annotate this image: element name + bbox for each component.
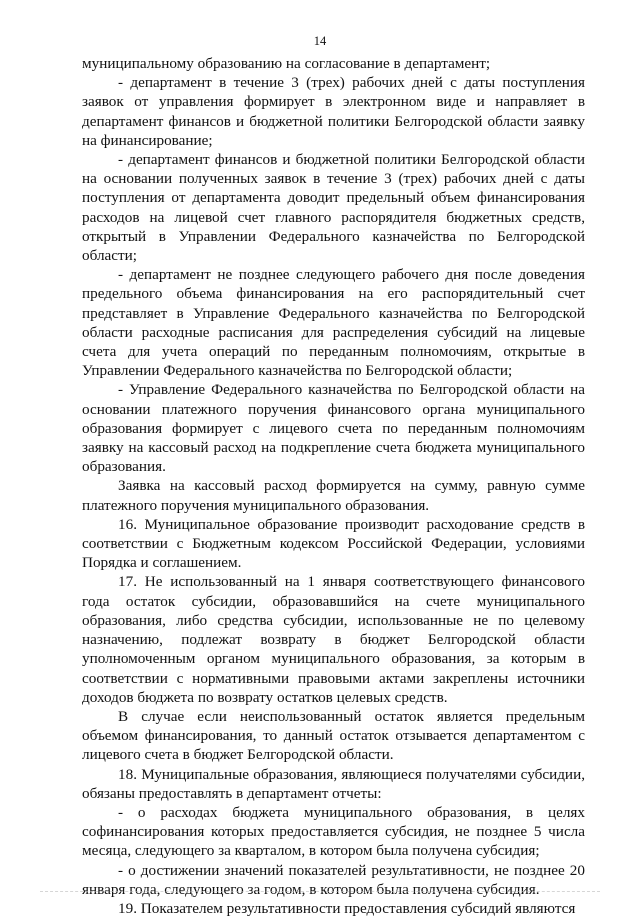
paragraph: 16. Муниципальное образование производит расходование средств в соответствии с Бюджетным кодексом Российской Федерации, условиями Порядка и соглашением.: [82, 515, 585, 572]
paragraph: - департамент не позднее следующего рабочего дня после доведения предельного объема финансирования на его распорядительный счет представляет в Управление Федерального казначейства по Белгородской области расходные расписания для распределения субсидий на лицевые счета для учета операций по переданным полномочиям, открытые в Управлении Федерального казначейства по Белгородской области;: [82, 266, 585, 380]
paragraph: - о расходах бюджета муниципального образования, в целях софинансирования которых предоставляется субсидия, не позднее 5 числа месяца, следующего за кварталом, в котором была получена субсидия;: [82, 803, 585, 860]
scan-edge-line: [40, 891, 600, 893]
paragraph: - департамент финансов и бюджетной политики Белгородской области на основании полученных заявок в течение 3 (трех) рабочих дней с даты поступления от департамента доводит предельный объем финансирования расходов на лицевой счет главного распорядителя бюджетных средств, открытый в Управлении Федерального казначейства по Белгородской области;: [82, 151, 585, 265]
page-number: 14: [313, 34, 327, 48]
paragraph: - о достижении значений показателей результативности, не позднее 20 января года, следующего за годом, в котором была получена субсидия.: [82, 861, 585, 898]
document-body: [82, 54, 585, 918]
paragraph: 19. Показателем результативности предоставления субсидий являются: [118, 899, 576, 917]
paragraph: 18. Муниципальные образования, являющиеся получателями субсидии, обязаны предоставлять в департамент отчеты:: [82, 765, 585, 802]
paragraph: Заявка на кассовый расход формируется на сумму, равную сумме платежного поручения муниципального образования.: [82, 477, 585, 514]
paragraph: - департамент в течение 3 (трех) рабочих дней с даты поступления заявок от управления формирует в электронном виде и направляет в департамент финансов и бюджетной политики Белгородской области заявку на финансирование;: [82, 74, 585, 149]
paragraph: - Управление Федерального казначейства по Белгородской области на основании платежного поручения финансового органа муниципального образования формирует с лицевого счета по переданным полномочиям заявку на кассовый расход на подкрепление счета бюджета муниципального образования.: [82, 381, 585, 476]
paragraph: В случае если неиспользованный остаток является предельным объемом финансирования, то данный остаток отзывается департаментом с лицевого счета в бюджет Белгородской области.: [82, 707, 585, 764]
paragraph: 17. Не использованный на 1 января соответствующего финансового года остаток субсидии, образовавшийся на счете муниципального образования, либо средства субсидии, использованные не по целевому назначению, подлежат возврату в бюджет Белгородской области уполномоченным органом муниципального образования, за которым в соответствии с нормативными правовыми актами закреплены источники доходов бюджета по возврату остатков целевых средств.: [82, 573, 585, 706]
paragraph: муниципальному образованию на согласование в департамент;: [82, 55, 491, 72]
